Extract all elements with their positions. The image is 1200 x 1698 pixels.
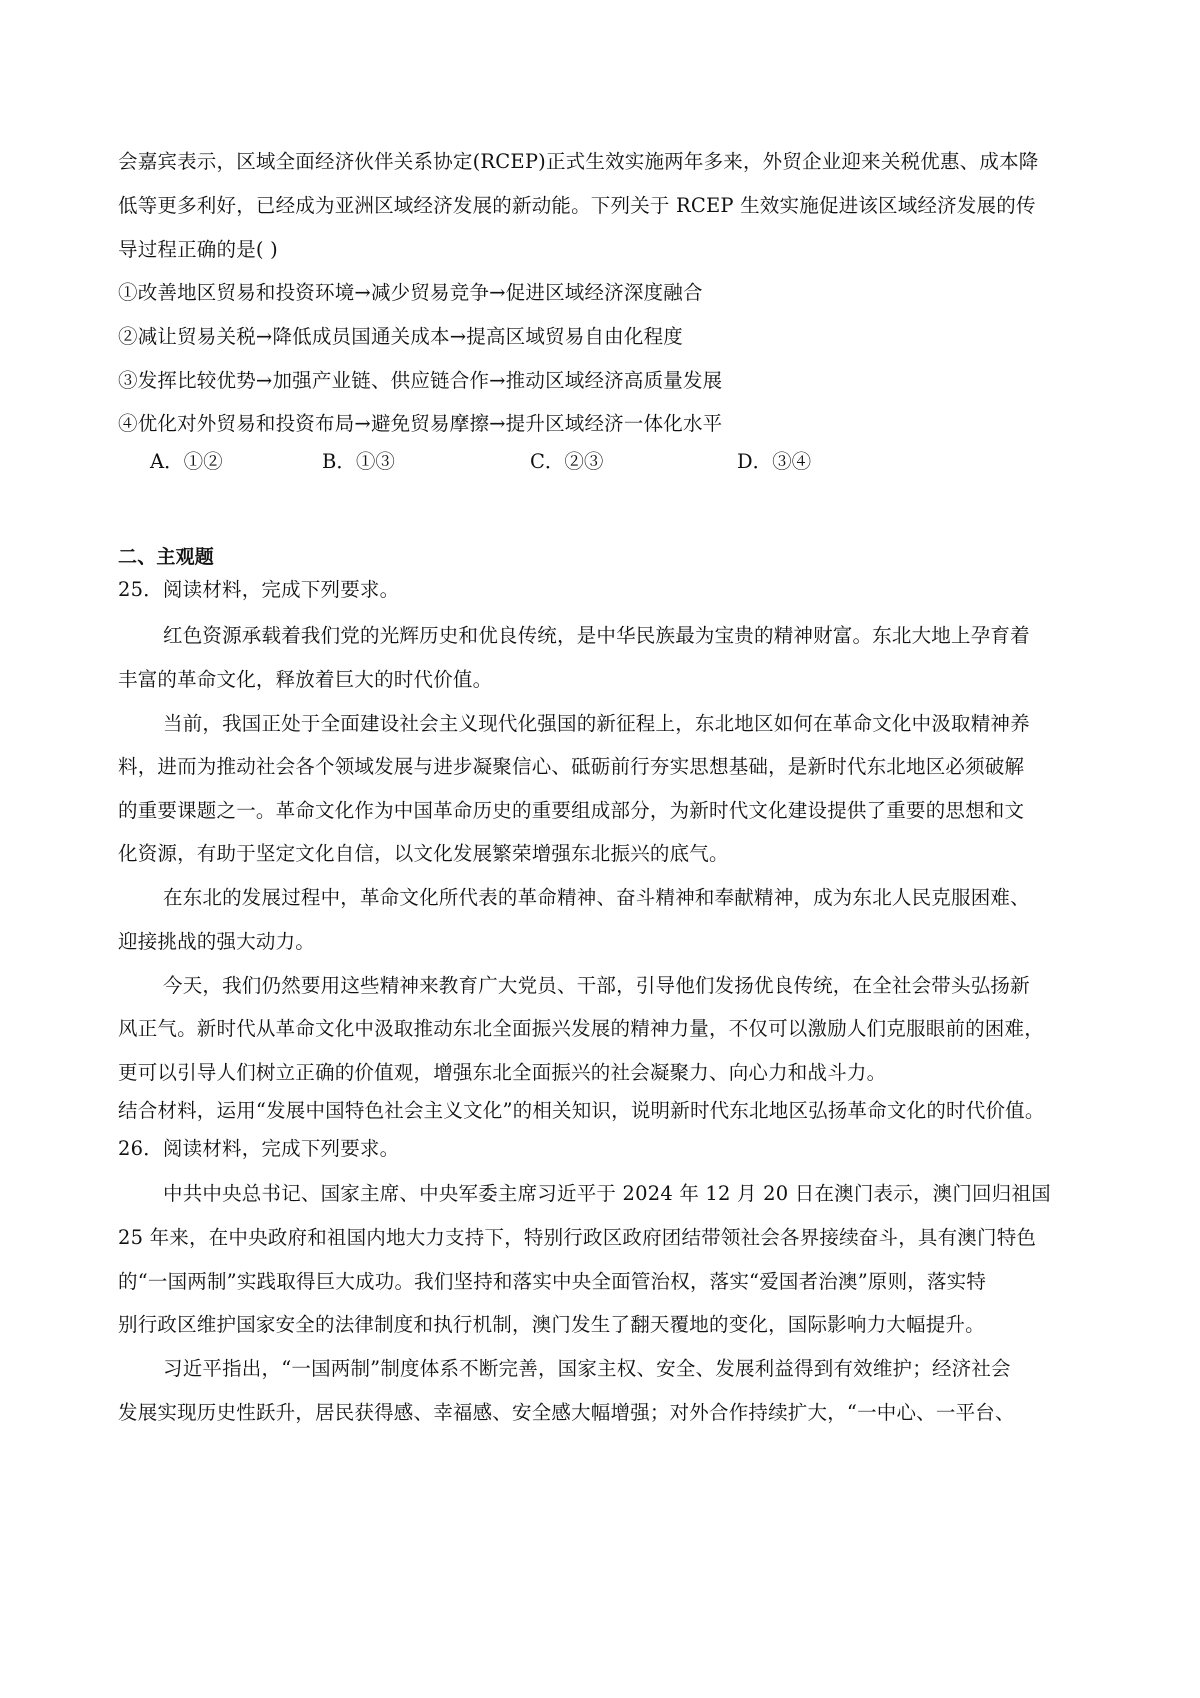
q25-p4-line-2: 风正气。新时代从革命文化中汲取推动东北全面振兴发展的精神力量，不仅可以激励人们克服眼前的困难， — [118, 1017, 1044, 1040]
q25-p2-line-1: 当前，我国正处于全面建设社会主义现代化强国的新征程上，东北地区如何在革命文化中汲取精神养 — [163, 712, 1030, 735]
q25-p4-line-1: 今天，我们仍然要用这些精神来教育广大党员、干部，引导他们发扬优良传统，在全社会带头弘扬新 — [163, 974, 1030, 997]
q25-p1-line-1: 红色资源承载着我们党的光辉历史和优良传统，是中华民族最为宝贵的精神财富。东北大地上孕育着 — [163, 624, 1030, 647]
q26-p2-line-2: 发展实现历史性跃升，居民获得感、幸福感、安全感大幅增强；对外合作持续扩大，“一中心、一平台、 — [118, 1401, 1015, 1424]
q25-p4-line-3: 更可以引导人们树立正确的价值观，增强东北全面振兴的社会凝聚力、向心力和战斗力。 — [118, 1061, 887, 1084]
q24-stem-line-2: 低等更多利好，已经成为亚洲区域经济发展的新动能。下列关于 RCEP 生效实施促进该区域经济发展的传 — [118, 194, 1036, 217]
q25-p1-line-2: 丰富的革命文化，释放着巨大的时代价值。 — [118, 668, 493, 691]
q26-p1-line-3: 的“一国两制”实践取得巨大成功。我们坚持和落实中央全面管治权，落实“爱国者治澳”原则，落实特 — [118, 1270, 987, 1293]
q24-option-1: ①改善地区贸易和投资环境→减少贸易竞争→促进区域经济深度融合 — [118, 281, 703, 304]
q24-stem-line-1: 会嘉宾表示，区域全面经济伙伴关系协定(RCEP)正式生效实施两年多来，外贸企业迎来关税优惠、成本降 — [118, 150, 1039, 173]
section-title: 二、主观题 — [118, 546, 215, 568]
q25-p2-line-2: 料，进而为推动社会各个领域发展与进步凝聚信心、砥砺前行夯实思想基础，是新时代东北地区必须破解 — [118, 755, 1025, 778]
q24-option-2: ②减让贸易关税→降低成员国通关成本→提高区域贸易自由化程度 — [118, 325, 683, 348]
q24-choices — [150, 452, 950, 480]
choice-b[interactable]: B．①③ — [322, 450, 395, 473]
q26-p1-line-4: 别行政区维护国家安全的法律制度和执行机制，澳门发生了翻天覆地的变化，国际影响力大幅提升。 — [118, 1313, 985, 1336]
q25-p3-line-2: 迎接挑战的强大动力。 — [118, 930, 316, 953]
q24-option-3: ③发挥比较优势→加强产业链、供应链合作→推动区域经济高质量发展 — [118, 369, 723, 392]
q26-p2-line-1: 习近平指出，“一国两制”制度体系不断完善，国家主权、安全、发展利益得到有效维护；经济社会 — [163, 1357, 1011, 1380]
q26-p1-line-2: 25 年来，在中央政府和祖国内地大力支持下，特别行政区政府团结带领社会各界接续奋斗，具有澳门特色 — [118, 1226, 1037, 1249]
q26-title: 26．阅读材料，完成下列要求。 — [118, 1137, 400, 1160]
q25-title: 25．阅读材料，完成下列要求。 — [118, 578, 400, 601]
q25-p2-line-3: 的重要课题之一。革命文化作为中国革命历史的重要组成部分，为新时代文化建设提供了重要的思想和文 — [118, 799, 1025, 822]
choice-a[interactable]: A．①② — [150, 450, 223, 473]
q25-p3-line-1: 在东北的发展过程中，革命文化所代表的革命精神、奋斗精神和奉献精神，成为东北人民克服困难、 — [163, 886, 1030, 909]
choice-d[interactable]: D．③④ — [737, 450, 812, 473]
q26-p1-line-1: 中共中央总书记、国家主席、中央军委主席习近平于 2024 年 12 月 20 日在澳门表示，澳门回归祖国 — [163, 1182, 1051, 1205]
choice-c[interactable]: C．②③ — [530, 450, 604, 473]
q24-option-4: ④优化对外贸易和投资布局→避免贸易摩擦→提升区域经济一体化水平 — [118, 412, 723, 435]
q25-p2-line-4: 化资源，有助于坚定文化自信，以文化发展繁荣增强东北振兴的底气。 — [118, 842, 729, 865]
q25-question: 结合材料，运用“发展中国特色社会主义文化”的相关知识，说明新时代东北地区弘扬革命文化的时代价值。 — [118, 1099, 1045, 1122]
q24-stem-line-3: 导过程正确的是( ) — [118, 238, 278, 261]
